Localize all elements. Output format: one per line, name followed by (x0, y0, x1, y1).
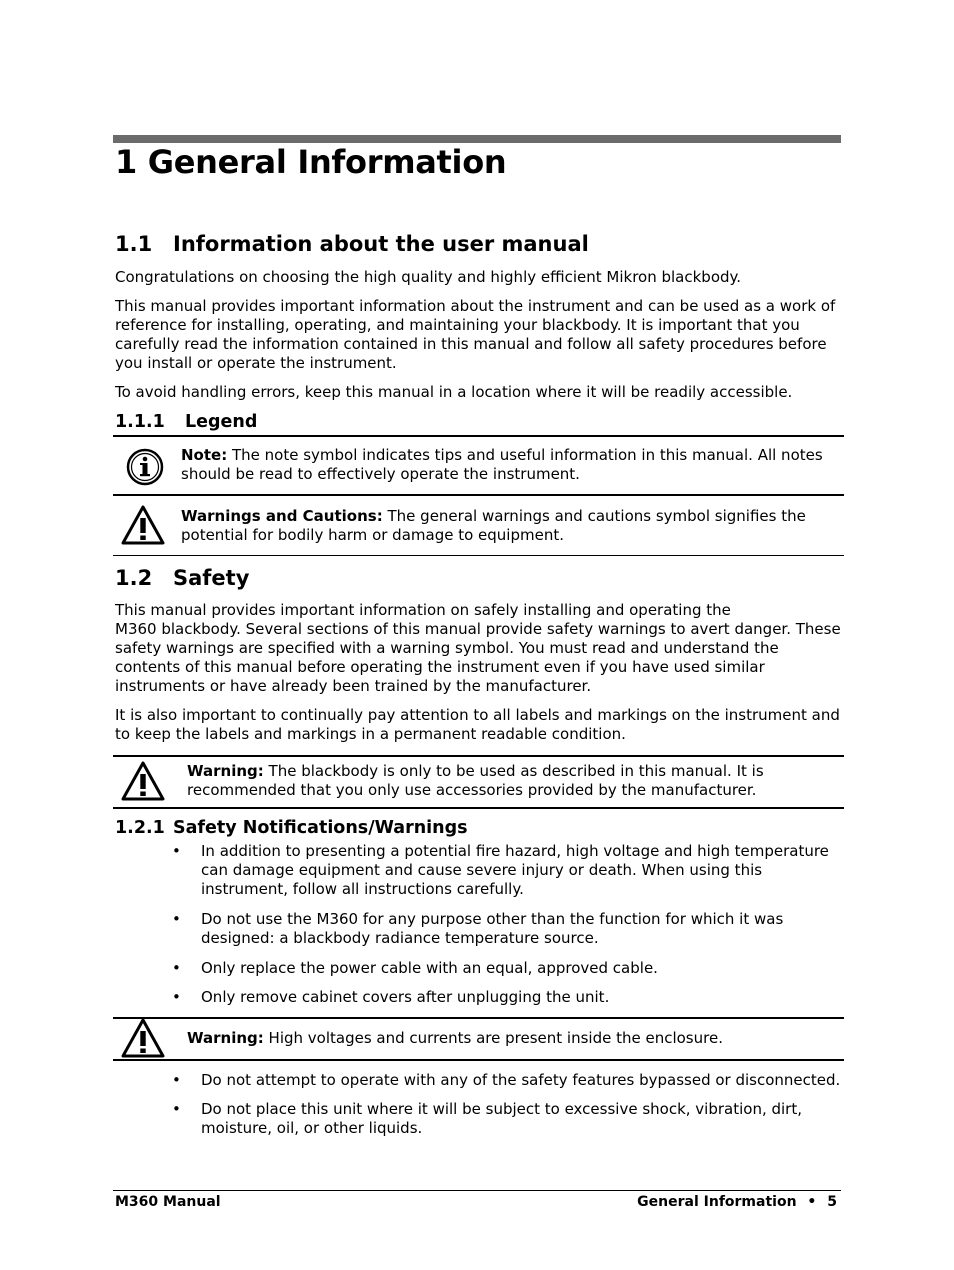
divider (113, 1017, 844, 1019)
paragraph (115, 297, 843, 373)
paragraph (115, 601, 843, 696)
footer-section: General Information (637, 1194, 797, 1210)
warning-label: Warning: (187, 1029, 264, 1047)
divider (113, 435, 844, 437)
divider (113, 1059, 844, 1061)
section-number: 1.1 (115, 232, 153, 256)
section-title: Safety (173, 566, 250, 590)
paragraph-line: M360 blackbody. Several sections of this manual provide safety warnings to avert danger. These (115, 620, 841, 638)
footer-separator: • (807, 1194, 817, 1210)
subsection-1-1-1-heading (115, 412, 257, 432)
bullet-dot: • (172, 910, 181, 928)
paragraph: Congratulations on choosing the high quality and highly efficient Mikron blackbody. (115, 268, 742, 286)
bullet-dot: • (172, 988, 181, 1006)
bullet-dot: • (172, 1100, 181, 1118)
bullet-dot: • (172, 959, 181, 977)
list-item-line: In addition to presenting a potential fire hazard, high voltage and high temperature (201, 842, 829, 860)
divider (113, 755, 844, 757)
warning-text-line: The blackbody is only to be used as described in this manual. It is (268, 762, 764, 780)
list-item-line: Do not attempt to operate with any of the safety features bypassed or disconnected. (201, 1071, 841, 1089)
subsection-number: 1.2.1 (115, 818, 165, 838)
list-item-line: moisture, oil, or other liquids. (201, 1119, 423, 1137)
paragraph-line: This manual provides important information on safely installing and operating the (115, 601, 731, 619)
info-icon (125, 447, 165, 487)
note-text-line: should be read to effectively operate the instrument. (181, 465, 580, 483)
paragraph-line: It is also important to continually pay attention to all labels and markings on the instrument and (115, 706, 840, 724)
warning-legend (181, 507, 841, 545)
list-item-line: designed: a blackbody radiance temperature source. (201, 929, 599, 947)
footer-section-page (637, 1194, 837, 1210)
warning-label: Warnings and Cautions: (181, 507, 383, 525)
divider (113, 807, 844, 809)
paragraph-line: reference for installing, operating, and maintaining your blackbody. It is important that you (115, 316, 800, 334)
warning-text-line: potential for bodily harm or damage to equipment. (181, 526, 564, 544)
section-1-2-heading (115, 566, 249, 590)
paragraph-line: you install or operate the instrument. (115, 354, 397, 372)
section-1-1-heading (115, 232, 589, 256)
paragraph-line: to keep the labels and markings in a permanent readable condition. (115, 725, 626, 743)
note-label: Note: (181, 446, 228, 464)
subsection-1-2-1-heading (115, 818, 468, 838)
subsection-title: Legend (185, 412, 258, 432)
note-text-line: The note symbol indicates tips and useful information in this manual. All notes (231, 446, 823, 464)
footer-manual-name: M360 Manual (115, 1194, 221, 1210)
list-item-line: Only replace the power cable with an equal, approved cable. (201, 959, 658, 977)
warning-text: High voltages and currents are present inside the enclosure. (268, 1029, 723, 1047)
subsection-number: 1.1.1 (115, 412, 165, 432)
paragraph-line: safety warnings are specified with a warning symbol. You must read and understand the (115, 639, 779, 657)
divider (113, 494, 844, 496)
warning-text-line: The general warnings and cautions symbol signifies the (387, 507, 806, 525)
warning-triangle-icon (120, 760, 166, 802)
bullet-dot: • (172, 1071, 181, 1089)
paragraph (115, 706, 843, 744)
paragraph-line: instruments or have already been trained by the manufacturer. (115, 677, 592, 695)
safety-warning (187, 762, 843, 800)
paragraph-line: This manual provides important information about the instrument and can be used as a work of (115, 297, 836, 315)
footer-divider (113, 1190, 841, 1191)
list-item-line: Do not place this unit where it will be subject to excessive shock, vibration, dirt, (201, 1100, 802, 1118)
bullet-list (115, 842, 843, 1012)
paragraph: To avoid handling errors, keep this manual in a location where it will be readily accessible. (115, 383, 793, 401)
subsection-title: Safety Notifications/Warnings (173, 818, 468, 838)
bullet-list (115, 1071, 843, 1141)
list-item-line: instrument, follow all instructions carefully. (201, 880, 524, 898)
section-title: Information about the user manual (173, 232, 589, 256)
list-item-line: Only remove cabinet covers after unplugging the unit. (201, 988, 610, 1006)
chapter-top-bar (113, 135, 841, 143)
warning-triangle-icon (120, 1017, 166, 1059)
list-item-line: Do not use the M360 for any purpose other than the function for which it was (201, 910, 784, 928)
section-number: 1.2 (115, 566, 153, 590)
warning-text-line: recommended that you only use accessories provided by the manufacturer. (187, 781, 757, 799)
list-item-line: can damage equipment and cause severe injury or death. When using this (201, 861, 763, 879)
note-legend (181, 446, 841, 484)
paragraph-line: carefully read the information contained in this manual and follow all safety procedures before (115, 335, 827, 353)
chapter-title: 1 General Information (115, 143, 507, 181)
warning-triangle-icon (120, 504, 166, 546)
warning-label: Warning: (187, 762, 264, 780)
paragraph-line: contents of this manual before operating the instrument even if you have used similar (115, 658, 765, 676)
page-number: 5 (827, 1194, 837, 1210)
bullet-dot: • (172, 842, 181, 860)
voltage-warning (187, 1029, 843, 1048)
divider (113, 555, 844, 556)
